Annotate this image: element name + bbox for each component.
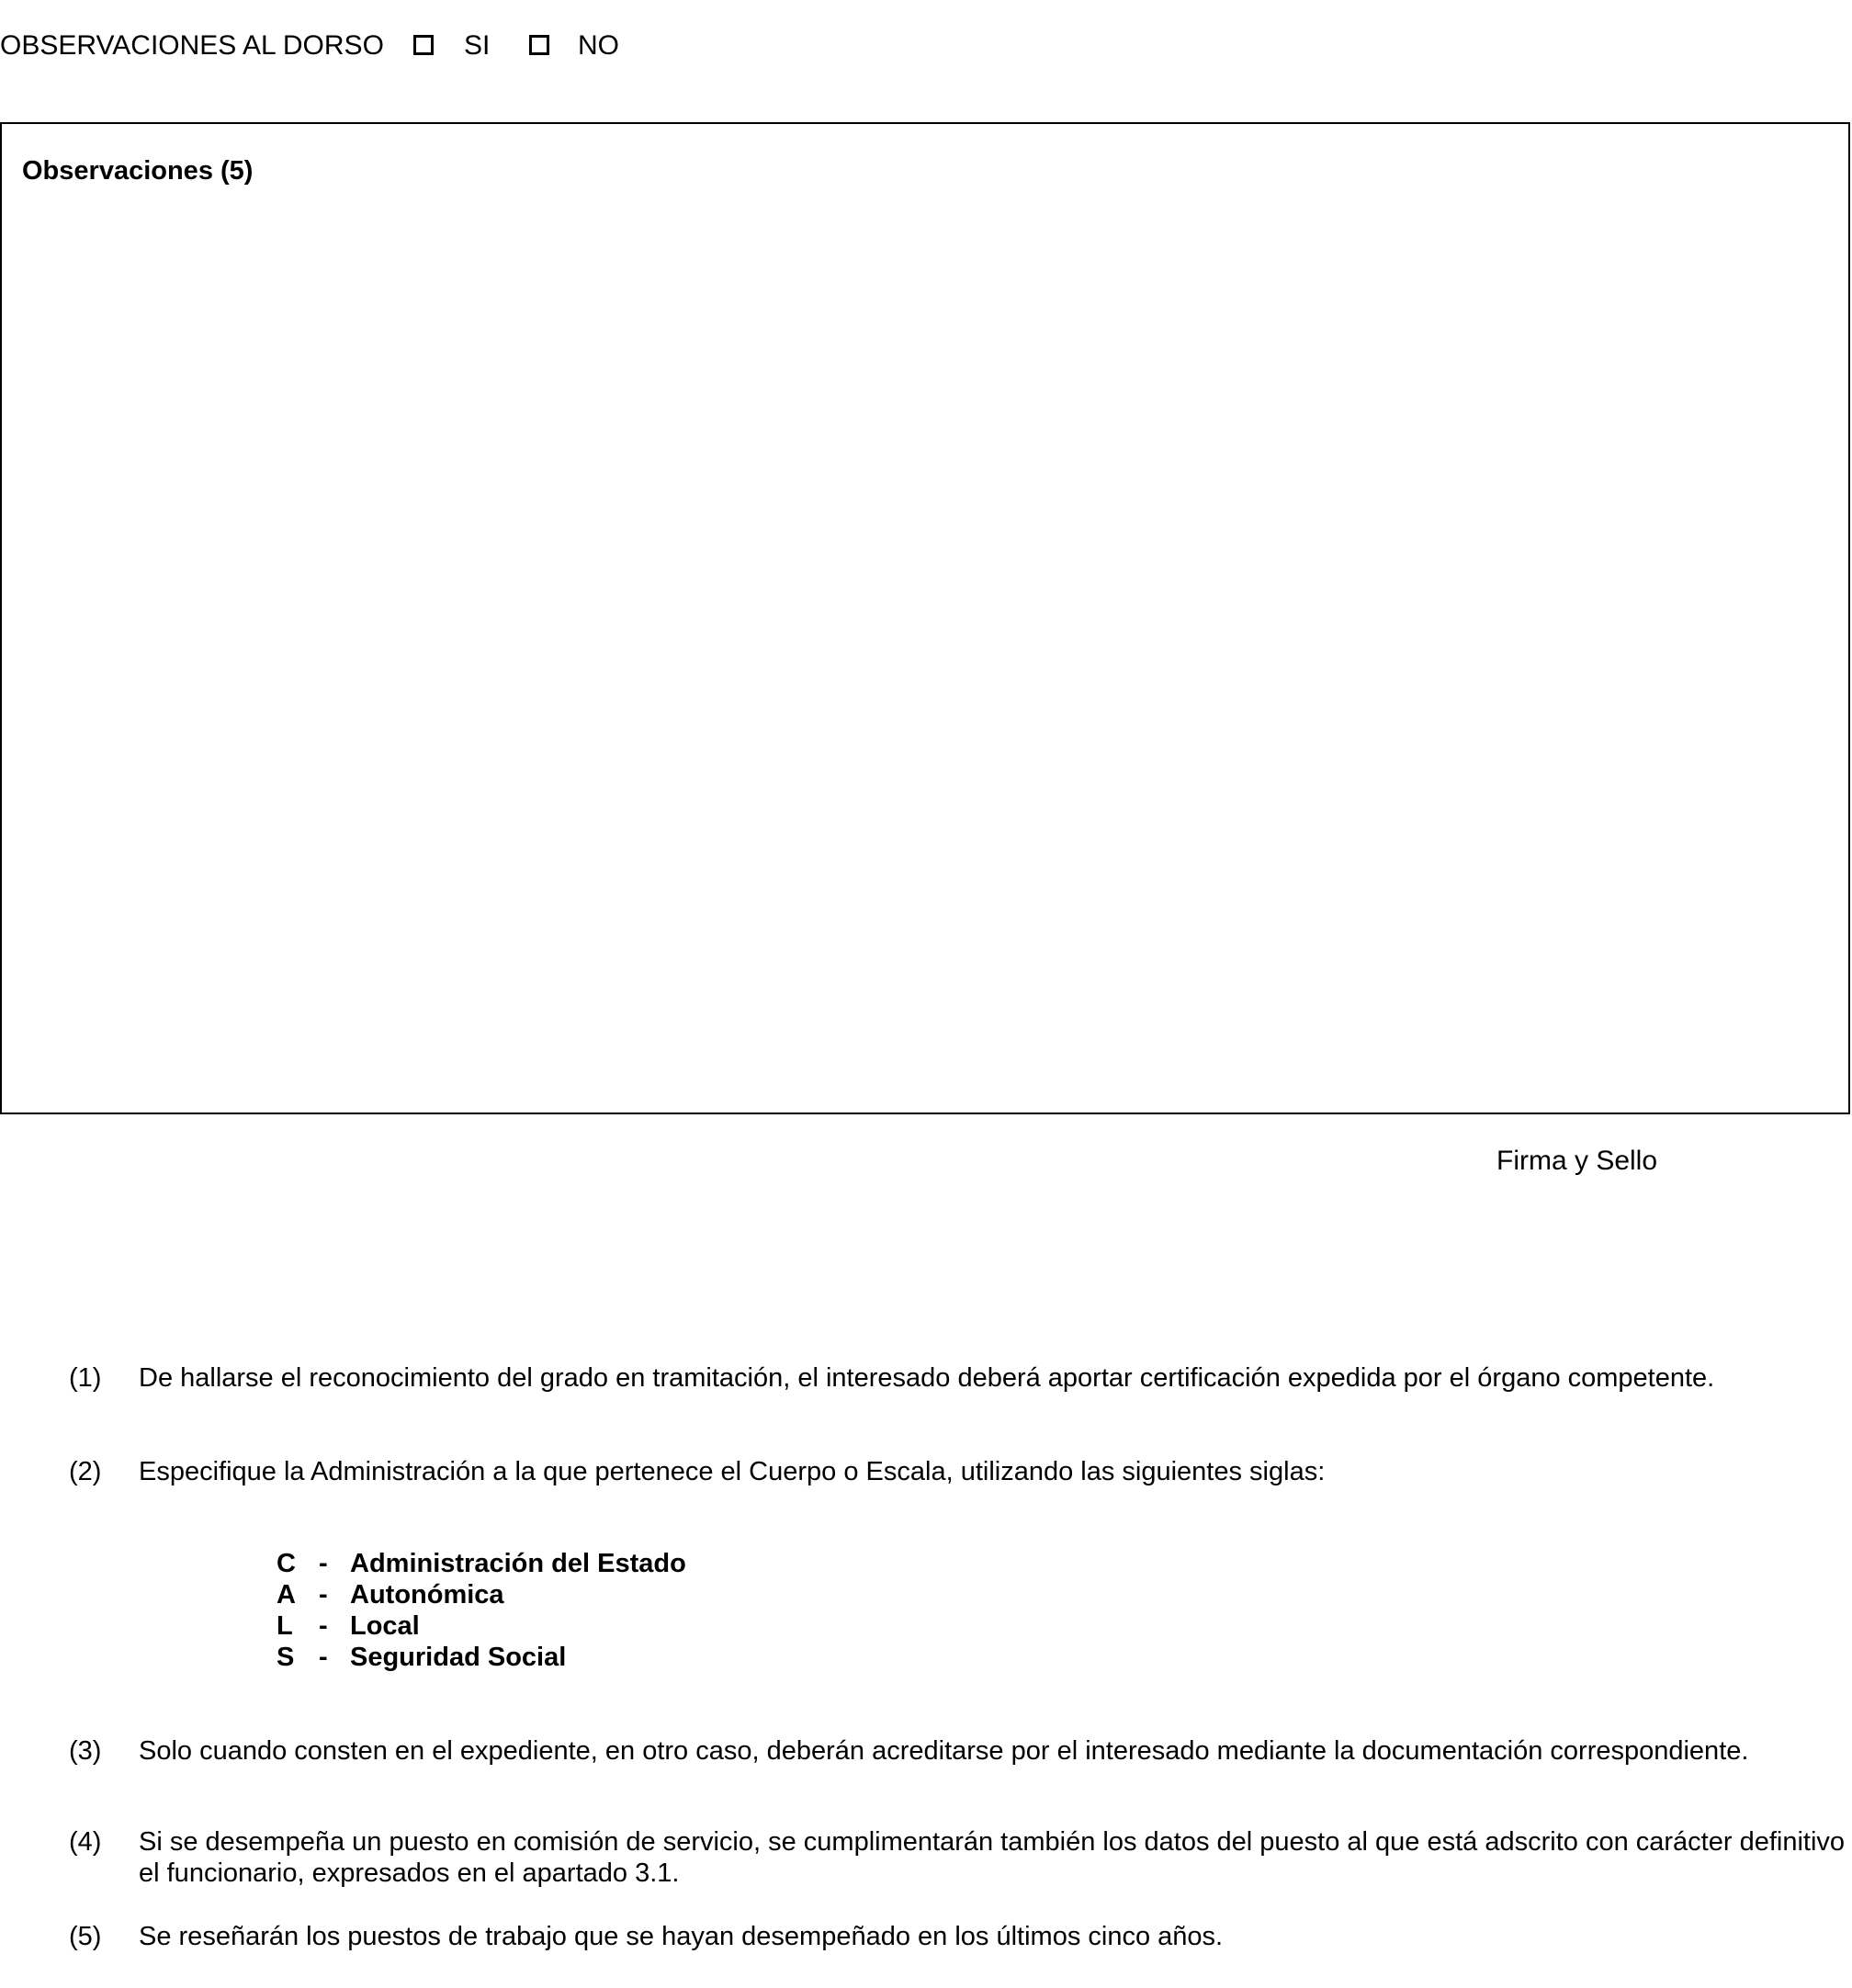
observaciones-title: Observaciones (5): [22, 156, 254, 186]
sigla-dash: -: [319, 1580, 328, 1610]
sigla-label: Seguridad Social: [350, 1643, 567, 1672]
sigla-label: Administración del Estado: [350, 1549, 686, 1578]
no-checkbox[interactable]: [529, 35, 549, 55]
sigla-dash: -: [319, 1611, 328, 1641]
note-text: Solo cuando consten en el expediente, en otro caso, deberán acreditarse por el interesado mediante la documentación correspondiente.: [139, 1736, 1749, 1766]
note-number: (4): [69, 1827, 102, 1857]
sigla-item: [277, 1579, 504, 1610]
no-label: NO: [578, 30, 619, 61]
sigla-dash: -: [319, 1549, 328, 1578]
sigla-item: [277, 1610, 420, 1642]
sigla-item: [277, 1642, 566, 1673]
sigla-code: C: [277, 1549, 296, 1578]
observaciones-dorso-label: OBSERVACIONES AL DORSO: [0, 30, 384, 61]
note-text: De hallarse el reconocimiento del grado en tramitación, el interesado deberá aportar certificación expedida por el órgano competente.: [139, 1363, 1715, 1393]
sigla-code: L: [277, 1611, 293, 1641]
observaciones-box[interactable]: [0, 122, 1850, 1114]
note-text-continuation: el funcionario, expresados en el apartado 3.1.: [139, 1858, 680, 1888]
note-number: (5): [69, 1922, 102, 1951]
note-number: (3): [69, 1736, 102, 1766]
sigla-code: S: [277, 1643, 295, 1672]
si-checkbox[interactable]: [413, 35, 434, 55]
sigla-code: A: [277, 1580, 296, 1610]
note-text: Especifique la Administración a la que pertenece el Cuerpo o Escala, utilizando las siguientes siglas:: [139, 1457, 1326, 1486]
note-number: (2): [69, 1457, 102, 1486]
note-text: Si se desempeña un puesto en comisión de servicio, se cumplimentarán también los datos del puesto al que está adscrito con carácter definitivo: [139, 1827, 1846, 1857]
note-text: Se reseñarán los puestos de trabajo que se hayan desempeñado en los últimos cinco años.: [139, 1922, 1224, 1951]
sigla-label: Autonómica: [350, 1580, 504, 1610]
note-number: (1): [69, 1363, 102, 1393]
firma-sello-label: Firma y Sello: [1496, 1146, 1658, 1176]
sigla-item: [277, 1548, 686, 1579]
sigla-dash: -: [319, 1643, 328, 1672]
sigla-label: Local: [350, 1611, 420, 1641]
si-label: SI: [464, 30, 491, 61]
